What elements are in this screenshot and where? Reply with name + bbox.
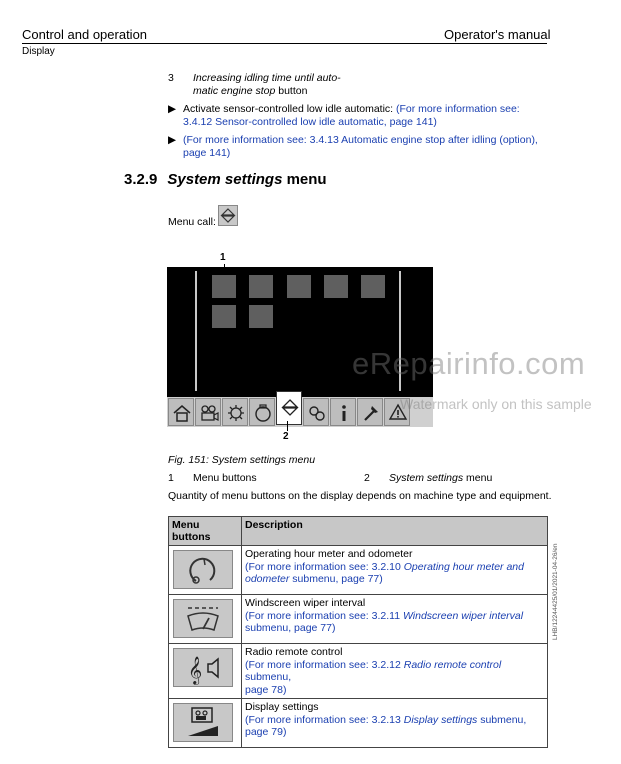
menu-button[interactable] [361,275,385,298]
bullet-arrow-2: ▶ [168,134,177,146]
menu-button[interactable] [324,275,348,298]
table-description-cell [242,546,548,595]
callout-2-line [287,421,288,431]
table-description-cell [242,595,548,644]
item-number: 3 [168,72,174,84]
header-divider [22,43,547,44]
screen-left-rule [195,271,197,391]
drum-icon[interactable] [249,398,275,426]
figure-note: Quantity of menu buttons on the display depends on machine type and equipment. [168,490,552,502]
info-icon[interactable] [330,398,356,426]
bullet-1: Activate sensor-controlled low idle automatic: (For more information see: [183,103,520,115]
row-title: Windscreen wiper interval [245,597,366,609]
header-subsection: Display [22,46,55,57]
bullet-arrow-1: ▶ [168,103,177,115]
menu-buttons-table [168,516,548,748]
header-manual: Operator's manual [444,27,551,42]
table-row [169,595,548,644]
item-line2: matic engine stop button [193,85,308,97]
home-icon[interactable] [168,398,194,426]
row-title: Operating hour meter and odometer [245,548,413,560]
display-menu-bar [167,397,433,427]
callout-1: 1 [220,252,226,263]
figure-caption: Fig. 151: System settings menu [168,454,316,466]
menu-call-label: Menu call: [168,216,216,228]
bullet-2-link-b[interactable]: page 141) [183,147,231,159]
windscreen-wiper-icon [173,599,233,638]
menu-button[interactable] [249,305,273,328]
row-link-cont[interactable]: odometer submenu, page 77) [245,573,383,585]
climate-icon[interactable] [222,398,248,426]
menu-button[interactable] [212,275,236,298]
legend-2-text: System settings menu [389,472,493,484]
row-link[interactable]: (For more information see: 3.2.11 Windscreen wiper interval [245,609,524,622]
tool-icon[interactable] [357,398,383,426]
menu-button[interactable] [212,305,236,328]
row-link-cont[interactable]: page 79) [245,726,287,738]
menu-button[interactable] [287,275,311,298]
radio-remote-icon [173,648,233,687]
svg-text:𝄞: 𝄞 [188,656,203,684]
table-row [169,699,548,748]
bullet-2-link-a[interactable]: (For more information see: 3.4.13 Automatic engine stop after idling (option), [183,134,538,146]
row-link[interactable]: (For more information see: 3.2.12 Radio remote control submenu, [245,658,502,683]
display-settings-icon [173,703,233,742]
callout-2: 2 [283,431,289,442]
document-side-code: LHB/12244425/01/2021-04-26/en [552,543,559,640]
legend-1-text: Menu buttons [193,472,257,484]
item-line1: Increasing idling time until auto- [193,72,341,84]
watermark-main: eRepairinfo.com [352,346,586,381]
table-header-menu-buttons: Menu buttons [169,517,242,546]
system-settings-tab-icon[interactable] [276,391,302,425]
row-title: Radio remote control [245,646,343,658]
table-header-row [169,517,548,546]
odometer-icon [173,550,233,589]
row-link-cont[interactable]: page 78) [245,683,287,696]
table-row [169,546,548,595]
menu-button[interactable] [249,275,273,298]
camera-icon[interactable] [195,398,221,426]
table-description-cell [242,644,548,699]
legend-2-number: 2 [364,472,370,484]
table-description-cell [242,699,548,748]
row-link-cont[interactable]: submenu, page 77) [245,622,336,634]
row-link[interactable]: (For more information see: 3.2.10 Operating hour meter and [245,560,524,573]
header-section: Control and operation [22,27,148,42]
watermark-sub: Watermark only on this sample [400,396,592,412]
bullet-1-link-b[interactable]: 3.4.12 Sensor-controlled low idle automatic, page 141) [183,116,437,128]
section-title: 3.2.9 System settings menu [124,171,327,188]
table-row [169,644,548,699]
system-settings-icon [218,205,238,226]
bullet-1-link-a[interactable]: (For more information see: [396,103,520,115]
row-title: Display settings [245,701,319,713]
gears-icon[interactable] [303,398,329,426]
legend-1-number: 1 [168,472,174,484]
table-header-description: Description [242,517,548,546]
row-link[interactable]: (For more information see: 3.2.13 Display settings submenu, [245,713,527,726]
